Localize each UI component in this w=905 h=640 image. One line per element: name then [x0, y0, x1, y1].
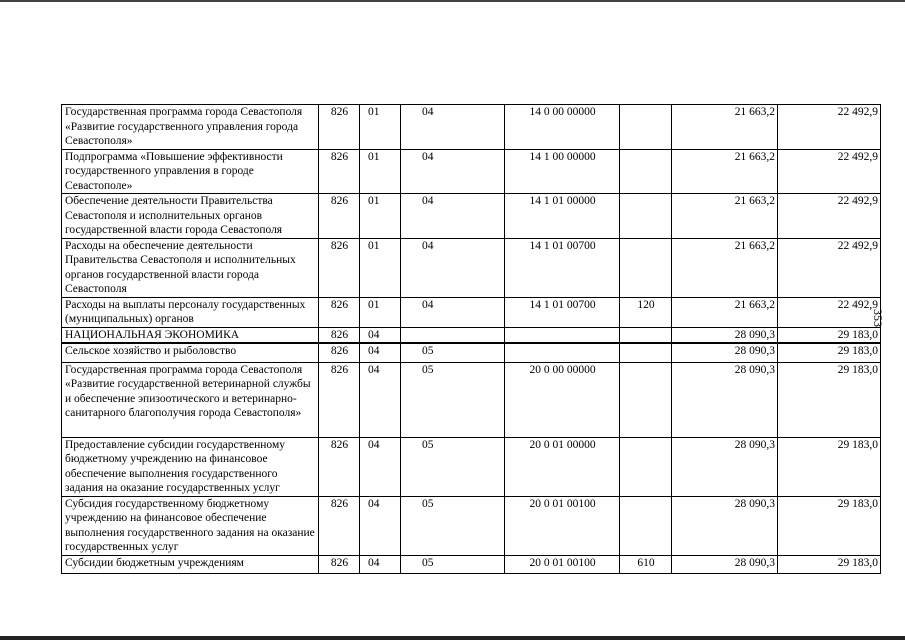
- cell-csr: 20 0 01 00100: [505, 555, 620, 573]
- table-row: [62, 327, 881, 343]
- cell-rz: 04: [360, 496, 401, 555]
- cell-name: Предоставление субсидии государственному бюджетному учреждению на финансовое обеспечение выполнения государственного задания на оказание государственных услуг: [62, 437, 319, 496]
- cell-ved: 826: [319, 496, 360, 555]
- cell-csr: 14 1 00 00000: [505, 149, 620, 194]
- cell-sum-2: 29 183,0: [778, 437, 881, 496]
- table-row: [62, 437, 881, 496]
- cell-rz: 01: [360, 297, 401, 327]
- cell-name: Расходы на выплаты персоналу государственных (муниципальных) органов: [62, 297, 319, 327]
- cell-sum-2: 22 492,9: [778, 149, 881, 194]
- cell-sum-1: 28 090,3: [672, 327, 778, 343]
- cell-csr: 14 1 01 00000: [505, 194, 620, 239]
- budget-table: [61, 104, 881, 574]
- cell-csr: 14 0 00 00000: [505, 105, 620, 150]
- cell-name: Сельское хозяйство и рыболовство: [62, 343, 319, 362]
- cell-csr: 20 0 01 00100: [505, 496, 620, 555]
- cell-vr: [620, 343, 672, 362]
- cell-name: Государственная программа города Севастополя «Развитие государственной ветеринарной службы и обеспечение эпизоотического и ветеринарно-санитарного благополучия города Севастополя»: [62, 362, 319, 437]
- table-row: [62, 105, 881, 150]
- cell-ved: 826: [319, 105, 360, 150]
- cell-csr: 14 1 01 00700: [505, 297, 620, 327]
- cell-ved: 826: [319, 238, 360, 297]
- cell-sum-2: 22 492,9: [778, 105, 881, 150]
- table-row: [62, 555, 881, 573]
- cell-rz: 01: [360, 238, 401, 297]
- cell-ved: 826: [319, 149, 360, 194]
- cell-sum-1: 21 663,2: [672, 149, 778, 194]
- cell-rz: 04: [360, 343, 401, 362]
- cell-vr: [620, 437, 672, 496]
- cell-sum-1: 21 663,2: [672, 238, 778, 297]
- cell-sum-2: 22 492,9: [778, 194, 881, 239]
- cell-pr: 04: [401, 194, 505, 239]
- cell-vr: [620, 496, 672, 555]
- cell-ved: 826: [319, 555, 360, 573]
- cell-sum-1: 28 090,3: [672, 555, 778, 573]
- cell-sum-2: 29 183,0: [778, 496, 881, 555]
- cell-vr: 120: [620, 297, 672, 327]
- cell-pr: [401, 327, 505, 343]
- cell-sum-2: 29 183,0: [778, 343, 881, 362]
- cell-sum-2: 29 183,0: [778, 555, 881, 573]
- cell-rz: 01: [360, 149, 401, 194]
- cell-sum-1: 21 663,2: [672, 105, 778, 150]
- cell-pr: 04: [401, 105, 505, 150]
- cell-csr: 20 0 01 00000: [505, 437, 620, 496]
- cell-sum-2: 22 492,9: [778, 238, 881, 297]
- cell-sum-1: 28 090,3: [672, 362, 778, 437]
- cell-pr: 05: [401, 555, 505, 573]
- cell-vr: [620, 149, 672, 194]
- cell-rz: 01: [360, 105, 401, 150]
- cell-pr: 04: [401, 297, 505, 327]
- cell-name: Государственная программа города Севастополя «Развитие государственного управления города Севастополя»: [62, 105, 319, 150]
- cell-ved: 826: [319, 362, 360, 437]
- cell-rz: 04: [360, 362, 401, 437]
- table-row: [62, 238, 881, 297]
- cell-vr: [620, 238, 672, 297]
- cell-name: НАЦИОНАЛЬНАЯ ЭКОНОМИКА: [62, 327, 319, 343]
- cell-sum-2: 29 183,0: [778, 327, 881, 343]
- cell-vr: [620, 194, 672, 239]
- cell-sum-1: 28 090,3: [672, 496, 778, 555]
- cell-name: Подпрограмма «Повышение эффективности государственного управления в городе Севастополе»: [62, 149, 319, 194]
- cell-vr: [620, 327, 672, 343]
- cell-pr: 05: [401, 343, 505, 362]
- cell-ved: 826: [319, 343, 360, 362]
- cell-vr: 610: [620, 555, 672, 573]
- table-row: [62, 297, 881, 327]
- cell-csr: 14 1 01 00700: [505, 238, 620, 297]
- cell-csr: [505, 343, 620, 362]
- cell-name: Субсидии бюджетным учреждениям: [62, 555, 319, 573]
- cell-ved: 826: [319, 437, 360, 496]
- cell-vr: [620, 105, 672, 150]
- cell-sum-1: 28 090,3: [672, 437, 778, 496]
- cell-pr: 05: [401, 496, 505, 555]
- scan-edge-bottom: [0, 636, 905, 640]
- cell-ved: 826: [319, 297, 360, 327]
- cell-csr: [505, 327, 620, 343]
- cell-pr: 04: [401, 149, 505, 194]
- cell-ved: 826: [319, 327, 360, 343]
- page-number: 353: [871, 309, 885, 327]
- cell-pr: 05: [401, 437, 505, 496]
- cell-ved: 826: [319, 194, 360, 239]
- cell-name: Субсидия государственному бюджетному учреждению на финансовое обеспечение выполнения государственного задания на оказание государственных услуг: [62, 496, 319, 555]
- cell-rz: 04: [360, 327, 401, 343]
- cell-rz: 04: [360, 437, 401, 496]
- table-row: [62, 362, 881, 437]
- cell-sum-1: 21 663,2: [672, 194, 778, 239]
- table-body: [62, 105, 881, 574]
- table-row: [62, 149, 881, 194]
- scan-edge-top: [0, 0, 905, 2]
- cell-rz: 01: [360, 194, 401, 239]
- table-row: [62, 496, 881, 555]
- cell-sum-1: 28 090,3: [672, 343, 778, 362]
- cell-csr: 20 0 00 00000: [505, 362, 620, 437]
- cell-rz: 04: [360, 555, 401, 573]
- cell-sum-2: 29 183,0: [778, 362, 881, 437]
- table-row: [62, 343, 881, 362]
- cell-pr: 04: [401, 238, 505, 297]
- cell-sum-2: 22 492,9: [778, 297, 881, 327]
- cell-vr: [620, 362, 672, 437]
- cell-name: Обеспечение деятельности Правительства Севастополя и исполнительных органов государственной власти города Севастополя: [62, 194, 319, 239]
- table-row: [62, 194, 881, 239]
- cell-pr: 05: [401, 362, 505, 437]
- cell-sum-1: 21 663,2: [672, 297, 778, 327]
- cell-name: Расходы на обеспечение деятельности Правительства Севастополя и исполнительных органов государственной власти города Севастополя: [62, 238, 319, 297]
